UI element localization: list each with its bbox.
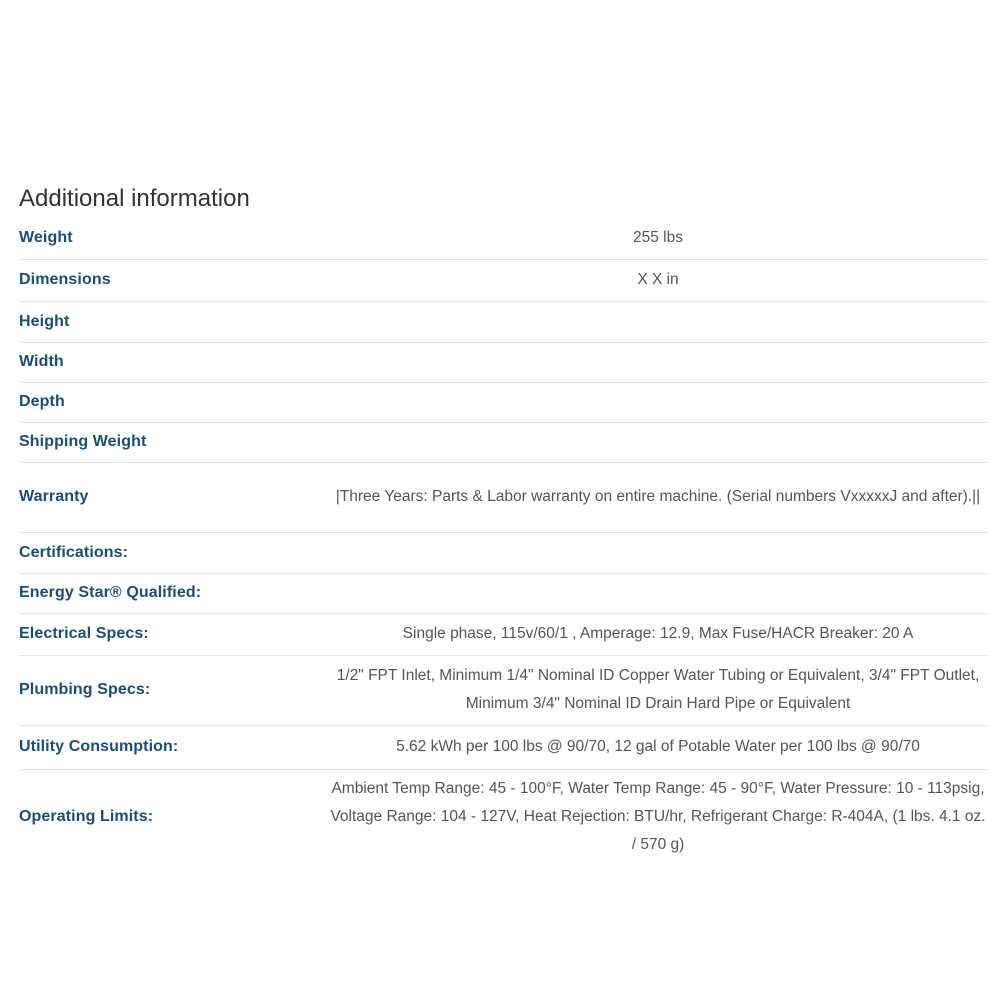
row-certifications: [19, 532, 987, 573]
row-value: [319, 382, 987, 422]
row-warranty: [19, 462, 987, 532]
section-title: Additional information: [19, 185, 250, 212]
row-value: 255 lbs: [633, 228, 683, 246]
row-label: Shipping Weight: [19, 433, 147, 450]
row-value: Single phase, 115v/60/1 , Amperage: 12.9, Max Fuse/HACR Breaker: 20 A: [402, 625, 914, 642]
row-value: |Three Years: Parts & Labor warranty on entire machine. (Serial numbers VxxxxxJ and after).||: [335, 488, 981, 505]
row-width: [19, 342, 987, 382]
row-label: Height: [19, 312, 70, 330]
row-label: Electrical Specs:: [19, 625, 149, 642]
row-plumbing-specs: [19, 655, 987, 725]
row-depth: [19, 382, 987, 422]
additional-information-section: [19, 183, 987, 865]
row-value: X X in: [637, 271, 679, 288]
row-label: Operating Limits:: [19, 808, 154, 826]
row-label: Energy Star® Qualified:: [19, 584, 202, 601]
product-attributes-table: [19, 217, 987, 865]
row-utility-consumption: [19, 725, 987, 769]
row-value: 5.62 kWh per 100 lbs @ 90/70, 12 gal of Potable Water per 100 lbs @ 90/70: [396, 738, 920, 755]
row-operating-limits: [19, 769, 987, 865]
row-label: Plumbing Specs:: [19, 681, 151, 698]
row-electrical-specs: [19, 613, 987, 655]
row-height: [19, 301, 987, 342]
row-label: Warranty: [19, 488, 89, 505]
row-label: Weight: [19, 228, 73, 246]
row-value: [319, 422, 987, 462]
row-label: Dimensions: [19, 271, 111, 288]
row-value: [319, 342, 987, 382]
row-value: [319, 301, 987, 342]
row-label: Width: [19, 353, 64, 370]
row-dimensions: [19, 259, 987, 301]
row-weight: [19, 217, 987, 259]
row-value: 1/2" FPT Inlet, Minimum 1/4" Nominal ID Copper Water Tubing or Equivalent, 3/4" FPT Outlet, Minimum 3/4" Nominal ID Drain Hard Pipe or Equivalent: [336, 667, 980, 712]
row-value: Ambient Temp Range: 45 - 100°F, Water Temp Range: 45 - 90°F, Water Pressure: 10 - 113psig, Voltage Range: 104 - 127V, Heat Rejection: BTU/hr, Refrigerant Charge: R-404A, (1 lbs. 4.1 oz. / 570 g): [330, 780, 986, 854]
row-shipping-weight: [19, 422, 987, 462]
row-label: Depth: [19, 393, 65, 410]
row-value: [319, 573, 987, 613]
row-label: Utility Consumption:: [19, 738, 179, 755]
row-energy-star: [19, 573, 987, 613]
row-label: Certifications:: [19, 543, 129, 561]
row-value: [319, 532, 987, 573]
